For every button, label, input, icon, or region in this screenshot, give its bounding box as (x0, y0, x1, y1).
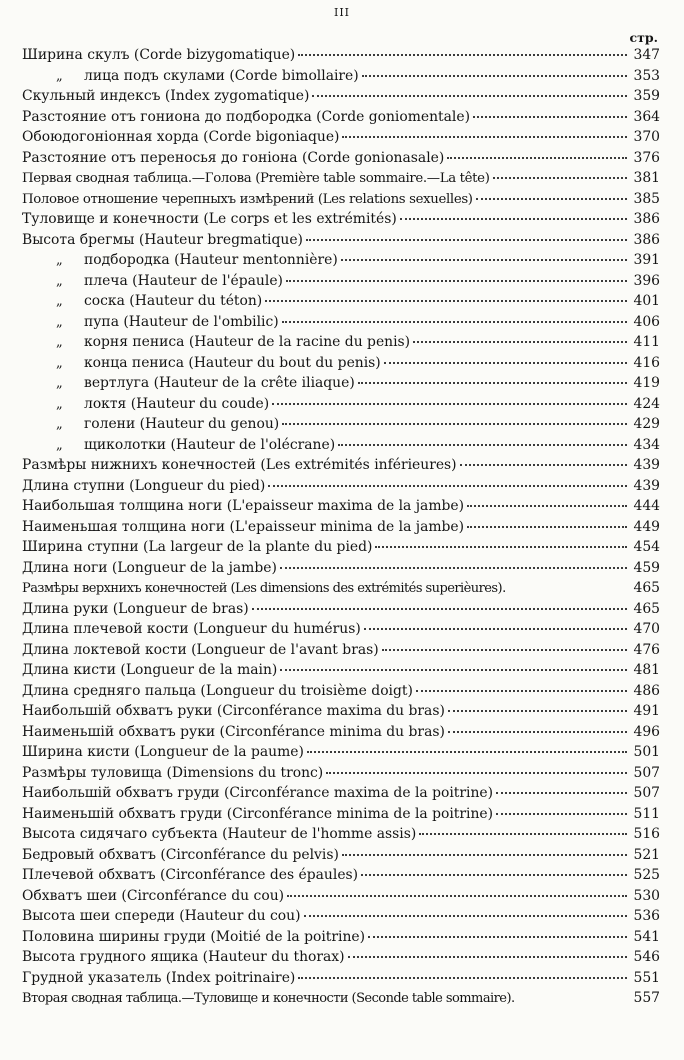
toc-entry-title: голени (Hauteur du genou) (84, 416, 280, 432)
toc-entry-page: 364 (633, 108, 660, 125)
toc-entry-title: Длина плечевой кости (Longueur du humérus) (22, 621, 361, 637)
toc-entry-title: пупа (Hauteur de l'ombilic) (84, 313, 279, 330)
toc-entry-title: Наименьшій обхватъ груди (Circonférance minima de la poitrine) (22, 805, 494, 822)
toc-entry (22, 293, 660, 314)
dot-leader (342, 136, 627, 138)
toc-entry-page: 449 (633, 518, 660, 535)
ditto-mark: „ (56, 355, 63, 371)
dot-leader (272, 403, 627, 405)
dot-leader (304, 915, 627, 917)
ditto-mark: „ (56, 437, 63, 453)
toc-entry (22, 908, 660, 929)
toc-entry-title: локтя (Hauteur du coude) (84, 395, 270, 412)
toc-entry-page: 501 (633, 744, 660, 760)
dot-leader (362, 75, 627, 77)
toc-entry (22, 621, 660, 642)
table-of-contents (22, 47, 660, 1011)
dot-leader (496, 813, 627, 815)
toc-entry-title: Высота брегмы (Hauteur bregmatique) (22, 231, 303, 248)
dot-leader (467, 505, 627, 507)
toc-entry (22, 437, 660, 458)
toc-entry (22, 457, 660, 478)
toc-entry (22, 724, 660, 745)
toc-entry-title: Скульный индексъ (Index zygomatique) (22, 88, 310, 104)
dot-leader (447, 157, 627, 159)
dot-leader (326, 772, 627, 774)
toc-entry-title: Ширина кисти (Longueur de la paume) (22, 744, 304, 760)
toc-entry-page: 530 (633, 887, 660, 904)
toc-entry (22, 252, 660, 273)
toc-entry (22, 560, 660, 581)
toc-entry-title: Длина кисти (Longueur de la main) (22, 662, 278, 678)
toc-entry (22, 867, 660, 888)
dot-leader (298, 54, 627, 56)
dot-leader (448, 731, 627, 733)
dot-leader (252, 608, 627, 610)
dot-leader (268, 485, 627, 487)
toc-entry (22, 683, 660, 704)
toc-entry-page: 496 (633, 723, 660, 740)
toc-entry-page: 411 (633, 334, 660, 350)
toc-entry-page: 470 (633, 621, 660, 637)
toc-entry-title: Обхватъ шеи (Circonférance du cou) (22, 887, 285, 904)
dot-leader (265, 300, 627, 302)
toc-entry-title: вертлуга (Hauteur de la crête iliaque) (84, 375, 355, 391)
toc-entry (22, 580, 660, 601)
toc-entry-page: 370 (633, 129, 660, 145)
toc-entry (22, 970, 660, 991)
toc-entry-title: Длина локтевой кости (Longueur de l'avant bras) (22, 641, 379, 658)
toc-entry-page: 419 (633, 375, 660, 391)
toc-entry-page: 507 (633, 764, 660, 781)
toc-entry-title: Вторая сводная таблица.—Туловище и конечности (Seconde table sommaire). (22, 991, 515, 1006)
toc-entry (22, 765, 660, 786)
toc-entry-page: 486 (633, 682, 660, 699)
toc-entry-page: 376 (633, 149, 660, 166)
toc-entry (22, 355, 660, 376)
toc-entry-page: 385 (633, 190, 660, 207)
toc-entry-title: Высота шеи спереди (Hauteur du cou) (22, 908, 301, 924)
page-number: III (333, 6, 351, 19)
ditto-mark: „ (56, 335, 63, 350)
toc-entry (22, 47, 660, 68)
dot-leader (282, 423, 627, 425)
toc-entry-title: Наименьшій обхватъ руки (Circonférance minima du bras) (22, 723, 445, 740)
toc-entry (22, 375, 660, 396)
toc-entry-title: Бедровый обхватъ (Circonférance du pelvis) (22, 846, 339, 863)
dot-leader (413, 341, 627, 343)
toc-entry (22, 314, 660, 335)
dot-leader (358, 382, 627, 384)
page-column-header: стр. (629, 30, 658, 45)
toc-entry (22, 478, 660, 499)
dot-leader (473, 116, 627, 118)
dot-leader (493, 177, 627, 179)
toc-entry-page: 525 (633, 867, 660, 883)
toc-entry (22, 150, 660, 171)
toc-entry-page: 536 (633, 908, 660, 924)
toc-entry-title: подбородка (Hauteur mentonnière) (84, 252, 338, 268)
toc-entry (22, 785, 660, 806)
toc-entry (22, 949, 660, 970)
dot-leader (341, 259, 627, 261)
toc-entry-page: 386 (633, 211, 660, 227)
toc-entry (22, 539, 660, 560)
ditto-mark: „ (56, 376, 63, 391)
toc-entry-title: Высота сидячаго субъекта (Hauteur de l'homme assis) (22, 826, 417, 842)
toc-entry-title: Плечевой обхватъ (Circonférance des épaules) (22, 867, 359, 883)
toc-entry (22, 826, 660, 847)
toc-entry-title: Длина средняго пальца (Longueur du troisième doigt) (22, 682, 413, 699)
ditto-mark: „ (56, 68, 63, 84)
toc-entry-title: плеча (Hauteur de l'épaule) (84, 272, 283, 289)
toc-entry-page: 439 (633, 477, 660, 494)
toc-entry (22, 806, 660, 827)
toc-entry-title: Длина руки (Longueur de bras) (22, 600, 249, 617)
dot-leader (496, 792, 627, 794)
toc-entry-page: 546 (633, 949, 660, 965)
dot-leader (384, 362, 627, 364)
toc-entry-page: 381 (633, 170, 660, 186)
toc-entry-title: Длина ступни (Longueur du pied) (22, 477, 266, 494)
toc-entry-title: щиколотки (Hauteur de l'olécrane) (84, 436, 336, 453)
toc-entry-page: 391 (633, 252, 660, 268)
toc-entry-title: Разстояние отъ переносья до гоніона (Corde gonionasale) (22, 149, 445, 166)
toc-entry-title: Туловище и конечности (Le corps et les extrémités) (22, 211, 397, 227)
toc-entry (22, 273, 660, 294)
dot-leader (298, 977, 627, 979)
toc-entry-page: 454 (633, 539, 660, 555)
toc-entry-page: 429 (633, 416, 660, 432)
toc-entry-page: 434 (633, 436, 660, 453)
toc-entry-page: 551 (633, 969, 660, 986)
toc-entry-title: Размѣры верхнихъ конечностей (Les dimensions des extrémités superièures). (22, 581, 506, 596)
dot-leader (382, 649, 627, 651)
toc-entry (22, 68, 660, 89)
dot-leader (282, 321, 627, 323)
toc-entry (22, 109, 660, 130)
toc-entry-page: 444 (633, 498, 660, 514)
dot-leader (286, 280, 627, 282)
toc-entry-page: 491 (633, 703, 660, 719)
dot-leader (368, 936, 627, 938)
toc-entry-page: 359 (633, 88, 660, 104)
ditto-mark: „ (56, 396, 63, 412)
toc-entry-page: 347 (633, 47, 660, 63)
toc-entry-title: Обоюдогоніонная хорда (Corde bigoniaque) (22, 129, 340, 145)
toc-entry-title: Половое отношение черепныхъ измѣрений (Les relations sexuelles) (22, 191, 473, 207)
ditto-mark: „ (56, 273, 63, 289)
dot-leader (306, 239, 627, 241)
dot-leader (307, 751, 627, 753)
toc-entry-title: Размѣры туловища (Dimensions du tronc) (22, 764, 324, 781)
dot-leader (400, 218, 627, 220)
toc-entry-page: 424 (633, 395, 660, 412)
toc-entry-page: 476 (633, 641, 660, 658)
toc-entry-title: Разстояние отъ гониона до подбородка (Corde goniomentale) (22, 108, 471, 125)
toc-entry-title: Длина ноги (Longueur de la jambe) (22, 559, 277, 576)
dot-leader (338, 444, 627, 446)
dot-leader (416, 690, 627, 692)
toc-entry-title: Ширина ступни (La largeur de la plante du pied) (22, 539, 373, 555)
toc-entry-page: 465 (633, 580, 660, 596)
toc-entry-page: 507 (633, 785, 660, 801)
toc-entry-title: Наибольшій обхватъ руки (Circonférance maxima du bras) (22, 703, 445, 719)
toc-entry (22, 662, 660, 683)
toc-entry-page: 459 (633, 559, 660, 576)
toc-entry-page: 406 (633, 313, 660, 330)
ditto-mark: „ (56, 253, 63, 268)
dot-leader (375, 546, 627, 548)
toc-entry (22, 744, 660, 765)
toc-entry-title: соска (Hauteur du téton) (84, 293, 263, 309)
dot-leader (460, 464, 627, 466)
toc-entry-page: 557 (633, 990, 660, 1006)
ditto-mark: „ (56, 314, 63, 330)
dot-leader (467, 526, 627, 528)
toc-entry-page: 386 (633, 231, 660, 248)
toc-entry-page: 396 (633, 272, 660, 289)
toc-entry-title: Размѣры нижнихъ конечностей (Les extrémités inférieures) (22, 457, 457, 473)
toc-entry-page: 521 (633, 846, 660, 863)
toc-entry-title: Наибольшая толщина ноги (L'epaisseur maxima de la jambe) (22, 498, 465, 514)
toc-entry-page: 353 (633, 67, 660, 84)
toc-entry (22, 519, 660, 540)
toc-entry-title: Первая сводная таблица.—Голова (Première table sommaire.—La tête) (22, 171, 490, 186)
toc-entry-title: лица подъ скулами (Corde bimollaire) (84, 67, 359, 84)
toc-entry-title: конца пениса (Hauteur du bout du penis) (84, 354, 381, 371)
toc-entry (22, 929, 660, 950)
dot-leader (361, 874, 627, 876)
dot-leader (280, 567, 627, 569)
dot-leader (348, 956, 627, 958)
toc-entry-page: 416 (633, 354, 660, 371)
toc-entry (22, 703, 660, 724)
toc-entry-title: Высота грудного ящика (Hauteur du thorax) (22, 949, 345, 965)
toc-entry (22, 88, 660, 109)
toc-entry-title: Половина ширины груди (Moitié de la poitrine) (22, 928, 366, 945)
toc-entry-page: 481 (633, 662, 660, 678)
toc-entry-page: 465 (633, 600, 660, 617)
toc-entry (22, 601, 660, 622)
dot-leader (476, 198, 627, 200)
dot-leader (287, 895, 627, 897)
toc-entry-title: Наибольшій обхватъ груди (Circonférance maxima de la poitrine) (22, 785, 494, 801)
ditto-mark: „ (56, 417, 63, 432)
toc-entry-page: 516 (633, 826, 660, 842)
toc-entry-page: 401 (633, 293, 660, 309)
dot-leader (364, 628, 627, 630)
toc-entry (22, 232, 660, 253)
toc-entry (22, 191, 660, 212)
toc-entry-page: 541 (633, 928, 660, 945)
toc-entry-title: корня пениса (Hauteur de la racine du penis) (84, 334, 411, 350)
toc-entry (22, 416, 660, 437)
dot-leader (419, 833, 627, 835)
dot-leader (448, 710, 627, 712)
toc-entry (22, 211, 660, 232)
toc-entry-page: 511 (633, 805, 660, 822)
toc-entry (22, 129, 660, 150)
toc-entry (22, 170, 660, 191)
dot-leader (342, 854, 627, 856)
toc-entry-title: Наименьшая толщина ноги (L'epaisseur minima de la jambe) (22, 518, 465, 535)
dot-leader (312, 95, 627, 97)
ditto-mark: „ (56, 294, 63, 309)
toc-entry (22, 334, 660, 355)
toc-entry (22, 990, 660, 1011)
toc-entry-title: Ширина скулъ (Corde bizygomatique) (22, 47, 296, 63)
toc-entry-title: Грудной указатель (Index poitrinaire) (22, 969, 296, 986)
toc-entry (22, 847, 660, 868)
toc-entry (22, 498, 660, 519)
toc-entry (22, 396, 660, 417)
toc-entry (22, 642, 660, 663)
dot-leader (280, 669, 627, 671)
toc-entry (22, 888, 660, 909)
toc-entry-page: 439 (633, 457, 660, 473)
